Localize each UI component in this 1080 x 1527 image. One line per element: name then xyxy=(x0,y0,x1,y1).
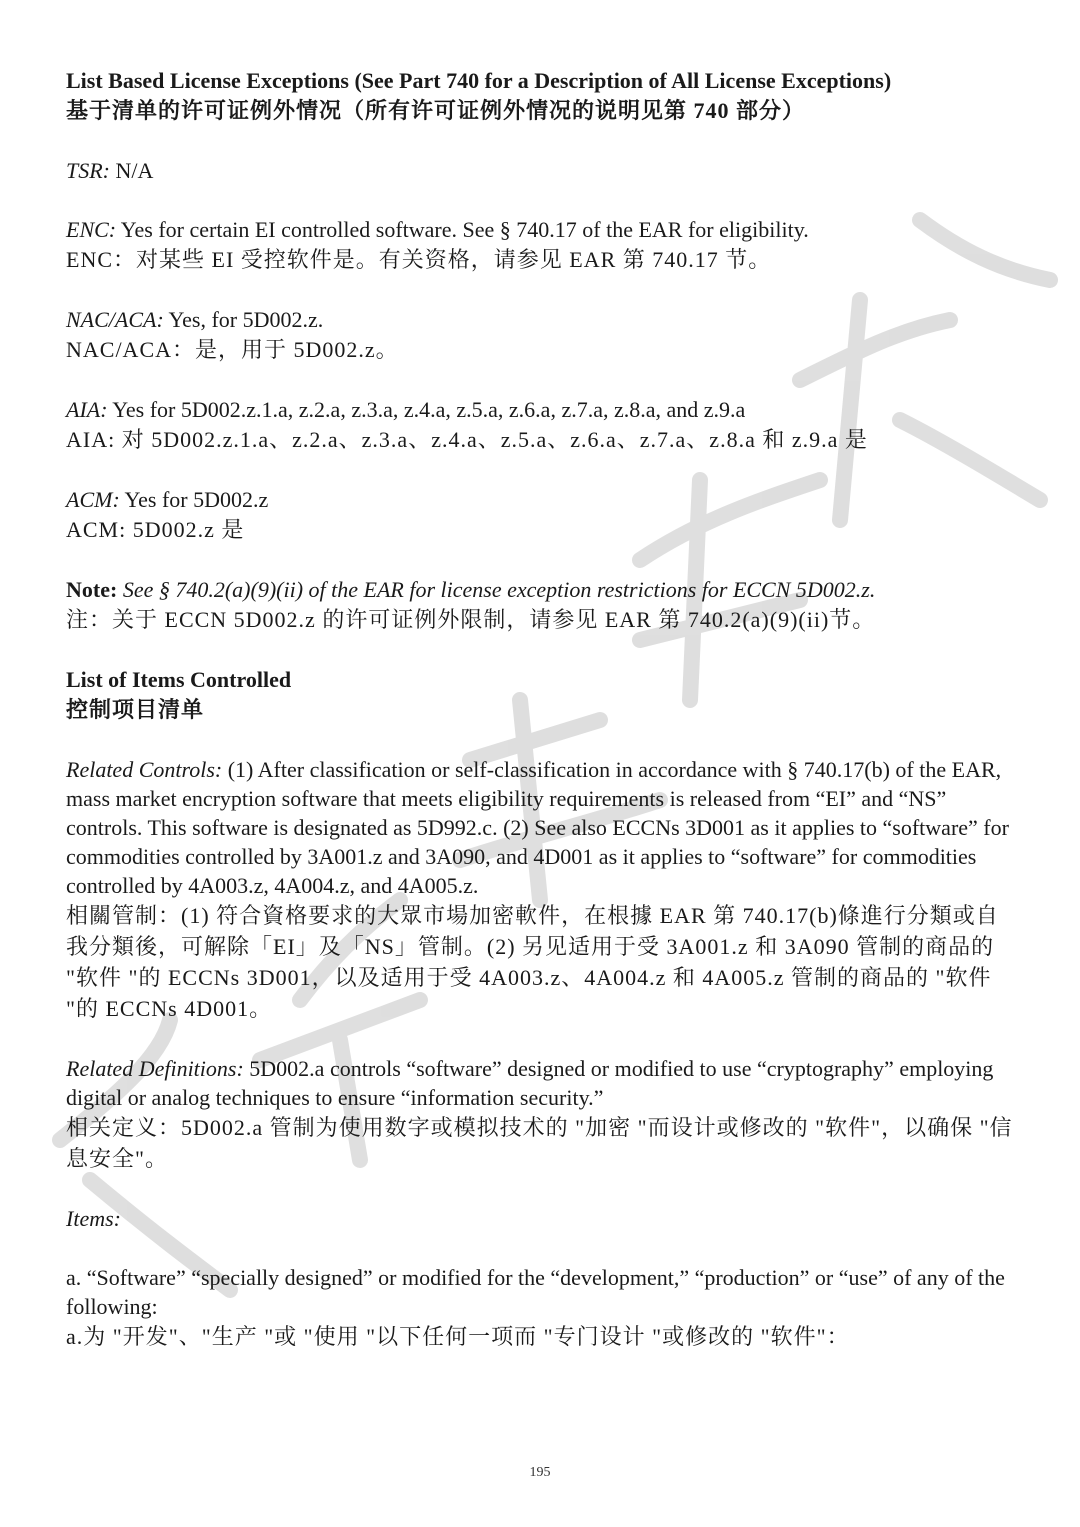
related-controls-zh: 相關管制：(1) 符合資格要求的大眾市場加密軟件，在根據 EAR 第 740.17(b)條進行分類或自我分類後，可解除「EI」及「NS」管制。(2) 另见适用于受 3A001.z 和 3A090 管制的商品的 "软件 "的 ECCNs 3D001，以及适用于受 4A003.z、4A004.z 和 4A005.z 管制的商品的 "软件 "的 ECCNs 4D001。 xyxy=(66,903,999,1021)
acm-label: ACM: xyxy=(66,487,120,512)
item-a: a. “Software” “specially designed” or modified for the “development,” “production” or “use” of any of the following: xyxy=(66,1265,1005,1319)
tsr-value: N/A xyxy=(110,158,154,183)
document-page xyxy=(66,66,1016,1352)
note-line xyxy=(66,575,1016,604)
items-label: Items: xyxy=(66,1206,121,1231)
tsr-line xyxy=(66,156,1016,185)
nac-zh: NAC/ACA：是，用于 5D002.z。 xyxy=(66,337,399,362)
related-definitions-zh: 相关定义：5D002.a 管制为使用数字或模拟技术的 "加密 "而设计或修改的 "软件"，以确保 "信息安全"。 xyxy=(66,1115,1013,1171)
note-label: Note: xyxy=(66,577,118,602)
nac-label: NAC/ACA: xyxy=(66,307,164,332)
acm-value: Yes for 5D002.z xyxy=(119,487,269,512)
enc-line xyxy=(66,215,1016,244)
note-value: See § 740.2(a)(9)(ii) of the EAR for license exception restrictions for ECCN 5D002.z. xyxy=(117,577,876,602)
items-controlled-heading: List of Items Controlled xyxy=(66,667,292,692)
item-a-zh: a.为 "开发"、"生产 "或 "使用 "以下任何一项而 "专门设计 "或修改的 "软件"： xyxy=(66,1324,850,1349)
enc-zh: ENC：对某些 EI 受控软件是。有关资格，请参见 EAR 第 740.17 节。 xyxy=(66,247,772,272)
related-controls-value: (1) After classification or self-classification in accordance with § 740.17(b) of the EAR, mass market encryption software that meets eligibility requirements is released from “EI” and “NS” controls. This software is designated as 5D992.c. (2) See also ECCNs 3D001 as it applies to “software” for commodities controlled by 3A001.z and 3A090, and 4D001 as it applies to “software” for commodities controlled by 4A003.z, 4A004.z, and 4A005.z. xyxy=(66,757,1009,898)
aia-label: AIA: xyxy=(66,397,108,422)
related-controls xyxy=(66,755,1016,900)
nac-line xyxy=(66,305,1016,334)
exceptions-heading-zh: 基于清单的许可证例外情况（所有许可证例外情况的说明见第 740 部分） xyxy=(66,98,806,123)
related-definitions xyxy=(66,1054,1016,1112)
aia-zh: AIA: 对 5D002.z.1.a、z.2.a、z.3.a、z.4.a、z.5.a、z.6.a、z.7.a、z.8.a 和 z.9.a 是 xyxy=(66,427,868,452)
aia-value: Yes for 5D002.z.1.a, z.2.a, z.3.a, z.4.a, z.5.a, z.6.a, z.7.a, z.8.a, and z.9.a xyxy=(107,397,746,422)
related-definitions-label: Related Definitions: xyxy=(66,1056,244,1081)
enc-label: ENC: xyxy=(66,217,117,242)
exceptions-heading: List Based License Exceptions (See Part 740 for a Description of All License Exceptions) xyxy=(66,68,892,93)
acm-zh: ACM: 5D002.z 是 xyxy=(66,517,245,542)
items-controlled-heading-zh: 控制项目清单 xyxy=(66,697,205,722)
aia-line xyxy=(66,395,1016,424)
page-number: 195 xyxy=(529,1465,551,1480)
tsr-label: TSR: xyxy=(66,158,110,183)
nac-value: Yes, for 5D002.z. xyxy=(163,307,324,332)
note-zh: 注：关于 ECCN 5D002.z 的许可证例外限制，请参见 EAR 第 740.2(a)(9)(ii)节。 xyxy=(66,607,876,632)
acm-line xyxy=(66,485,1016,514)
related-controls-label: Related Controls: xyxy=(66,757,223,782)
enc-value: Yes for certain EI controlled software. See § 740.17 of the EAR for eligibility. xyxy=(116,217,809,242)
related-definitions-value: 5D002.a controls “software” designed or modified to use “cryptography” employing digital or analog techniques to ensure “information security.” xyxy=(66,1056,994,1110)
